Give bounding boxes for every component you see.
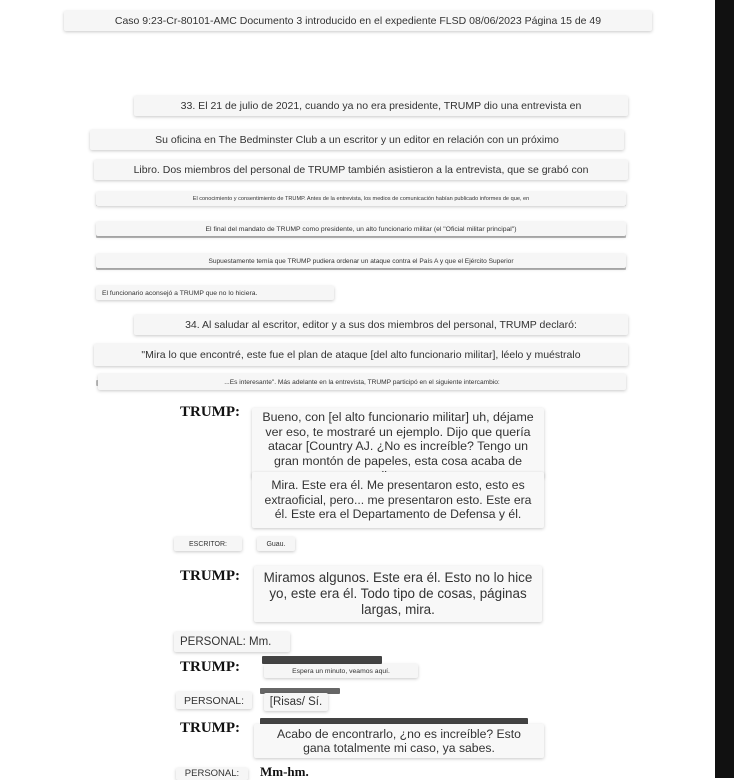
speaker-trump-4: TRUMP:: [180, 720, 240, 736]
speaker-trump-2: TRUMP:: [180, 568, 240, 584]
personal-quote-3: Mm-hm.: [260, 764, 309, 779]
trump-quote-1: Bueno, con [el alto funcionario militar] uh, déjame ver eso, te mostraré un ejemplo. Dijo que quería atacar [Country AJ. ¿No es increíble? Tengo un gran montón de papeles, esta cosa acaba de: [252, 408, 544, 478]
paragraph-33-line-5: El final del mandato de TRUMP como presidente, un alto funcionario militar (el "Oficial militar principal"): [96, 222, 626, 236]
personal-quote-2: [Risas/ Sí.: [264, 693, 328, 711]
speaker-personal-2: PERSONAL:: [176, 692, 252, 709]
trump-quote-1b: Mira. Este era él. Me presentaron esto, esto es extraoficial, pero... me presentaron esto. Este era él. Este era el Departamento de Defensa y él.: [252, 472, 544, 528]
paragraph-33-line-7: El funcionario aconsejó a TRUMP que no lo hiciera.: [96, 286, 334, 300]
paragraph-33-line-2: Su oficina en The Bedminster Club a un escritor y un editor en relación con un próximo: [90, 130, 624, 150]
paragraph-34-line-1: 34. Al saludar al escritor, editor y a sus dos miembros del personal, TRUMP declaró:: [134, 315, 628, 335]
viewer-edge: [715, 0, 734, 778]
trump-quote-2: Miramos algunos. Este era él. Esto no lo hice yo, este era él. Todo tipo de cosas, páginas largas, mira.: [254, 566, 542, 622]
trump-quote-4: Acabo de encontrarlo, ¿no es increíble? Esto gana totalmente mi caso, ya sabes.: [254, 724, 544, 758]
page-header: Caso 9:23-Cr-80101-AMC Documento 3 introducido en el expediente FLSD 08/06/2023 Página 15 de 49: [64, 11, 652, 31]
speaker-trump-1: TRUMP:: [180, 404, 240, 420]
speaker-personal-3: PERSONAL:: [176, 768, 248, 780]
paragraph-33-line-3: Libro. Dos miembros del personal de TRUMP también asistieron a la entrevista, que se grabó con: [94, 160, 628, 180]
speaker-trump-3: TRUMP:: [180, 659, 240, 675]
personal-mm: PERSONAL: Mm.: [174, 632, 290, 652]
escritor-quote: Guau.: [257, 537, 295, 551]
trump-quote-3: Espera un minuto, veamos aquí.: [264, 664, 418, 678]
paragraph-33-line-1: 33. El 21 de julio de 2021, cuando ya no era presidente, TRUMP dio una entrevista en: [134, 96, 628, 116]
underlying-text-fragment: [262, 656, 382, 664]
paragraph-33-line-4: El conocimiento y consentimiento de TRUMP. Antes de la entrevista, los medios de comunicación habían publicado informes de que, en: [96, 192, 626, 206]
paragraph-33-line-6: Supuestamente temía que TRUMP pudiera ordenar un ataque contra el País A y que el Ejército Superior: [96, 254, 626, 268]
speaker-escritor: ESCRITOR:: [174, 537, 242, 551]
paragraph-34-line-3: ...Es interesante". Más adelante en la entrevista, TRUMP participó en el siguiente intercambio:: [98, 374, 626, 390]
paragraph-34-line-2: "Mira lo que encontré, este fue el plan de ataque [del alto funcionario militar], léelo y muéstralo: [94, 344, 628, 366]
